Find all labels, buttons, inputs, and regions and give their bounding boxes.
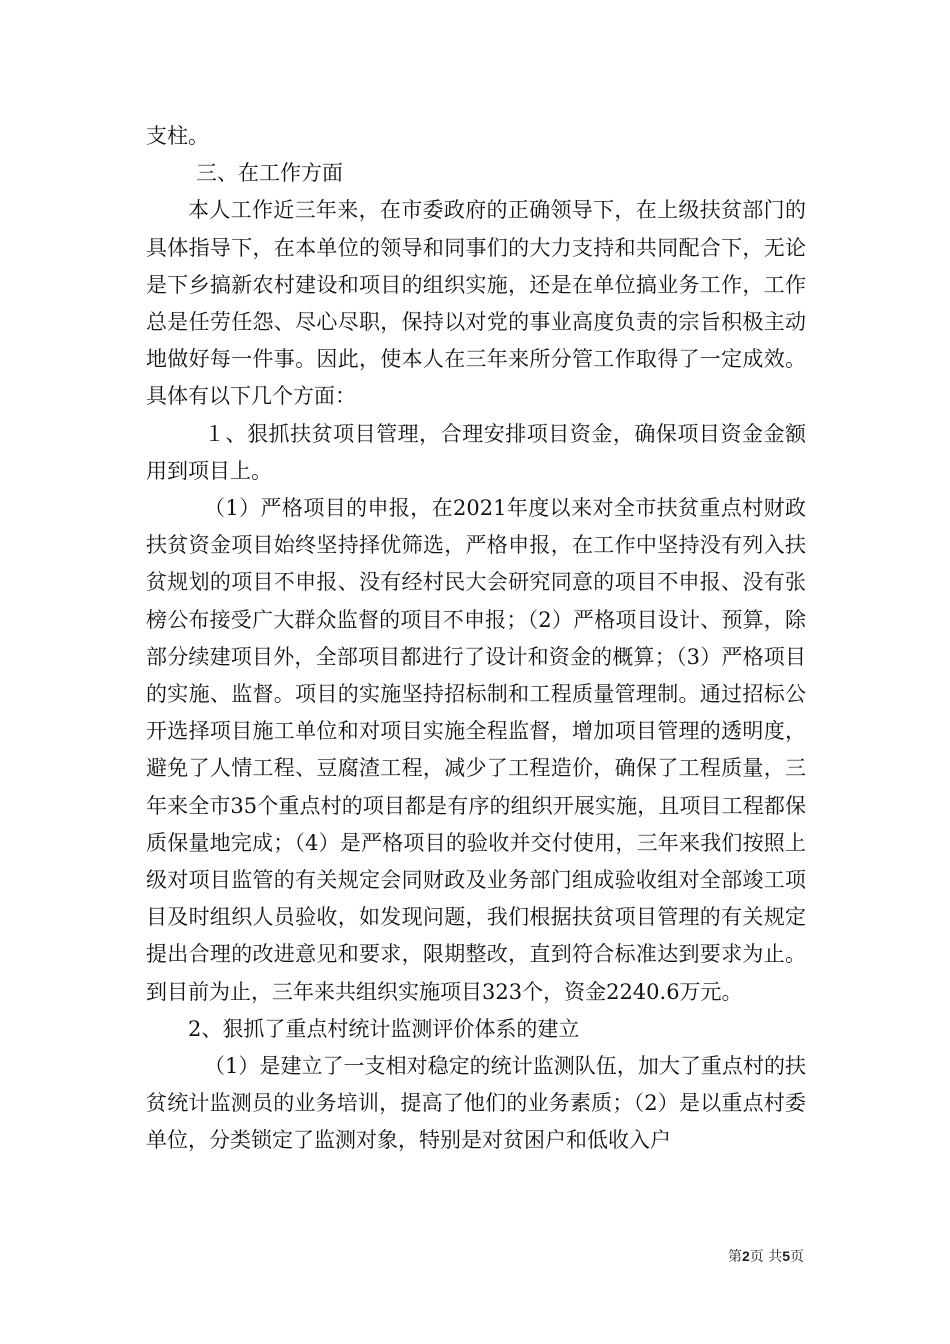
footer-prefix: 第 bbox=[727, 1249, 742, 1265]
subheading-statistics-monitoring: 2、狠抓了重点村统计监测评价体系的建立 bbox=[188, 1016, 580, 1041]
paragraph-project-details: （1）严格项目的申报，在2021年度以来对全市扶贫重点村财政扶贫资金项目始终坚持择优筛选，严格申报，在工作中坚持没有列入扶贫规划的项目不申报、没有经村民大会研究同意的项目不申报、没有张榜公布接受广大群众监督的项目不申报；（2）严格项目设计、预算，除部分续建项目外，全部项目都进行了设计和资金的概算；（3）严格项目的实施、监督。项目的实施坚持招标制和工程质量管理制。通过招标公开选择项目施工单位和对项目实施全程监督，增加项目管理的透明度，避免了人情工程、豆腐渣工程，减少了工程造价，确保了工程质量，三年来全市35个重点村的项目都是有序的组织开展实施，且项目工程都保质保量地完成；（4）是严格项目的验收并交付使用，三年来我们按照上级对项目监管的有关规定会同财政及业务部门组成验收组对全部竣工项目及时组织人员验收，如发现问题，我们根据扶贫项目管理的有关规定提出合理的改进意见和要求，限期整改，直到符合标准达到要求为止。到目前为止，三年来共组织实施项目323个，资金2240.6万元。 bbox=[146, 496, 806, 1004]
page-footer bbox=[728, 1247, 804, 1266]
document-body bbox=[146, 118, 806, 1160]
section-heading: 三、在工作方面 bbox=[196, 161, 343, 186]
footer-suffix: 页 bbox=[790, 1249, 804, 1265]
subheading-project-management: １、狠抓扶贫项目管理，合理安排项目资金，确保项目资金金额用到项目上。 bbox=[146, 421, 806, 483]
paragraph-continuation: 支柱。 bbox=[146, 124, 209, 148]
paragraph-monitoring-details: （1）是建立了一支相对稳定的统计监测队伍，加大了重点村的扶贫统计监测员的业务培训，提高了他们的业务素质；（2）是以重点村委单位，分类锁定了监测对象，特别是对贫困户和低收入户 bbox=[146, 1054, 806, 1153]
footer-current-page: 2 bbox=[741, 1248, 750, 1264]
footer-middle: 页 共 bbox=[749, 1249, 783, 1265]
footer-total-pages: 5 bbox=[782, 1248, 790, 1264]
paragraph-work-summary: 本人工作近三年来，在市委政府的正确领导下，在上级扶贫部门的具体指导下，在本单位的领导和同事们的大力支持和共同配合下，无论是下乡搞新农村建设和项目的组织实施，还是在单位搞业务工作，工作总是任劳任怨、尽心尽职，保持以对党的事业高度负责的宗旨积极主动地做好每一件事。因此，使本人在三年来所分管工作取得了一定成效。具体有以下几个方面： bbox=[146, 198, 806, 409]
